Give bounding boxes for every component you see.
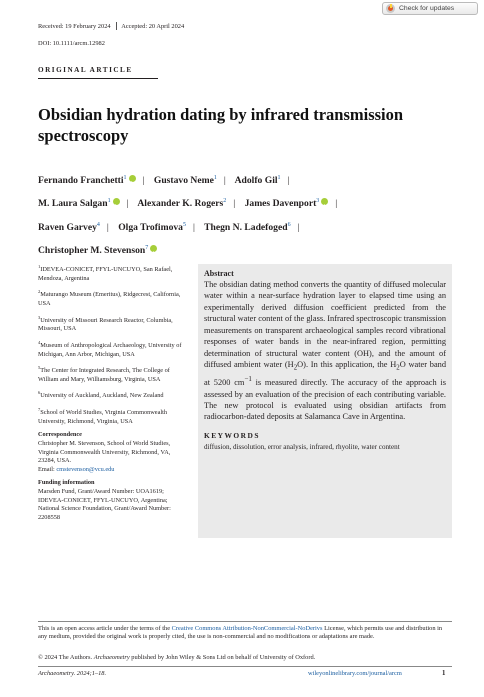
author[interactable]: Adolfo Gil$^1$ [234, 175, 281, 187]
journal-citation: Archaeometry. 2024;1–18. [38, 670, 107, 677]
orcid-icon[interactable] [150, 245, 157, 252]
orcid-icon[interactable] [321, 198, 328, 205]
footer-rule-bottom [38, 666, 452, 667]
author-list: Fernando Franchetti$^1$i | Gustavo Neme$^1$ | Adolfo Gil$^1$ | M. Laura Salgan$^1$i | Alexander K. Rogers$^2$ | James Davenport$^3$i | Raven Garvey$^4$ | Olga Trofimova$^5$ | Thegn N. Ladefoged$^6$ | Christopher M. Stevenson$^7$i [38, 168, 458, 261]
accepted-date: Accepted: 20 April 2024 [121, 22, 185, 30]
orcid-icon[interactable] [129, 175, 136, 182]
check-for-updates-button[interactable] [382, 2, 478, 15]
keywords-heading: KEYWORDS [204, 430, 260, 440]
correspondence-heading: Correspondence [38, 431, 82, 439]
author[interactable]: Christopher M. Stevenson$^7$i [38, 245, 157, 256]
email-link[interactable]: cmstevenson@vcu.edu [56, 465, 115, 473]
affiliation: $^7$School of World Studies, Virginia Commonwealth University, Richmond, Virginia, USA [38, 407, 168, 425]
funding-text: Marsden Fund, Grant/Award Number: UOA1619; IDEVEA-CONICET, FFYL-UNCUYO, Argentina; National Science Foundation, Grant/Award Number: 2208558 [38, 487, 171, 521]
author[interactable]: Gustavo Neme$^1$ [153, 175, 217, 187]
author[interactable]: James Davenport$^3$i [245, 198, 329, 209]
abstract-heading: Abstract [204, 269, 234, 278]
abstract-text: The obsidian dating method converts the quantity of diffused molecular water within a near-surface hydration layer to elapsed time using an experimentally derived diffusion coefficient predicted from the structural water content of the glass. Infrared spectroscopic transmission measurements on transparent archaeological samples record vibrational responses of water bands in the near-infrared region, permitting determination of structural water content (OH), and the amount of diffused ambient water $(H_2O)$. In this application, the $H_2O$ water band at 5200 $cm^{-1}$ is measured directly. The accuracy of the approach is assessed by an evaluation of the precision of each contributing variable. The new protocol is evaluated using obsidian artifacts from radiocarbon-dated deposits at Salamanca Cave in Argentina. [204, 280, 446, 422]
article-type-rule [38, 78, 158, 79]
author[interactable]: Fernando Franchetti$^1$i [38, 175, 136, 186]
page-number: 1 [442, 670, 446, 677]
author[interactable]: Olga Trofimova$^5$ [118, 221, 186, 233]
affiliation: $^5$The Center for Integrated Research, The College of William and Mary, Williamsburg, Virginia, USA [38, 365, 170, 383]
affiliation: $^4$Museum of Anthropological Archaeology, University of Michigan, Ann Arbor, Michigan, USA [38, 339, 182, 358]
orcid-icon[interactable] [113, 198, 120, 205]
affiliations-column [38, 263, 188, 527]
date-divider [116, 22, 117, 30]
article-type: ORIGINAL ARTICLE [38, 66, 133, 74]
paper-title: Obsidian hydration dating by infrared transmission spectroscopy [38, 105, 404, 145]
author[interactable]: Thegn N. Ladefoged$^6$ [204, 221, 291, 233]
doi: DOI: 10.1111/arcm.12982 [38, 40, 105, 47]
affiliation: $^3$University of Missouri Research Reactor, Columbia, Missouri, USA [38, 314, 173, 333]
abstract-box [198, 264, 452, 538]
license-notice: This is an open access article under the terms of the Creative Commons Attribution-NonCommercial-NoDerivs License, which permits use and distribution in any medium, provided the original work is properly cited, the use is non-commercial and no modifications or adaptations are made. [38, 625, 443, 641]
copyright-notice: © 2024 The Authors. Archaeometry published by John Wiley & Sons Ltd on behalf of University of Oxford. [38, 654, 316, 661]
received-date: Received: 19 February 2024 [38, 22, 111, 30]
crossmark-icon [386, 4, 395, 13]
affiliation: $^1$IDEVEA-CONICET, FFYL-UNCUYO, San Rafael, Mendoza, Argentina [38, 264, 173, 282]
author[interactable]: M. Laura Salgan$^1$i [38, 198, 120, 209]
correspondence-text: Christopher M. Stevenson, School of World Studies, Virginia Commonwealth University, Richmond, VA, 23284, USA. Email: cmstevenson@vcu.edu [38, 439, 171, 473]
keywords-text: diffusion, dissolution, error analysis, infrared, rhyolite, water content [204, 442, 400, 451]
affiliation: $^6$University of Auckland, Auckland, New Zealand [38, 390, 164, 400]
author[interactable]: Raven Garvey$^4$ [38, 221, 100, 233]
check-updates-label: Check for updates [399, 5, 455, 12]
article-dates [38, 22, 184, 30]
footer-rule [38, 621, 452, 622]
author[interactable]: Alexander K. Rogers$^2$ [137, 198, 227, 210]
funding-heading: Funding information [38, 479, 95, 487]
license-link[interactable]: Creative Commons Attribution-NonCommercial-NoDerivs [171, 625, 323, 632]
affiliation: $^2$Maturango Museum (Emeritus), Ridgecrest, California, USA [38, 289, 181, 307]
journal-url-link[interactable]: wileyonlinelibrary.com/journal/arcm [308, 670, 402, 677]
